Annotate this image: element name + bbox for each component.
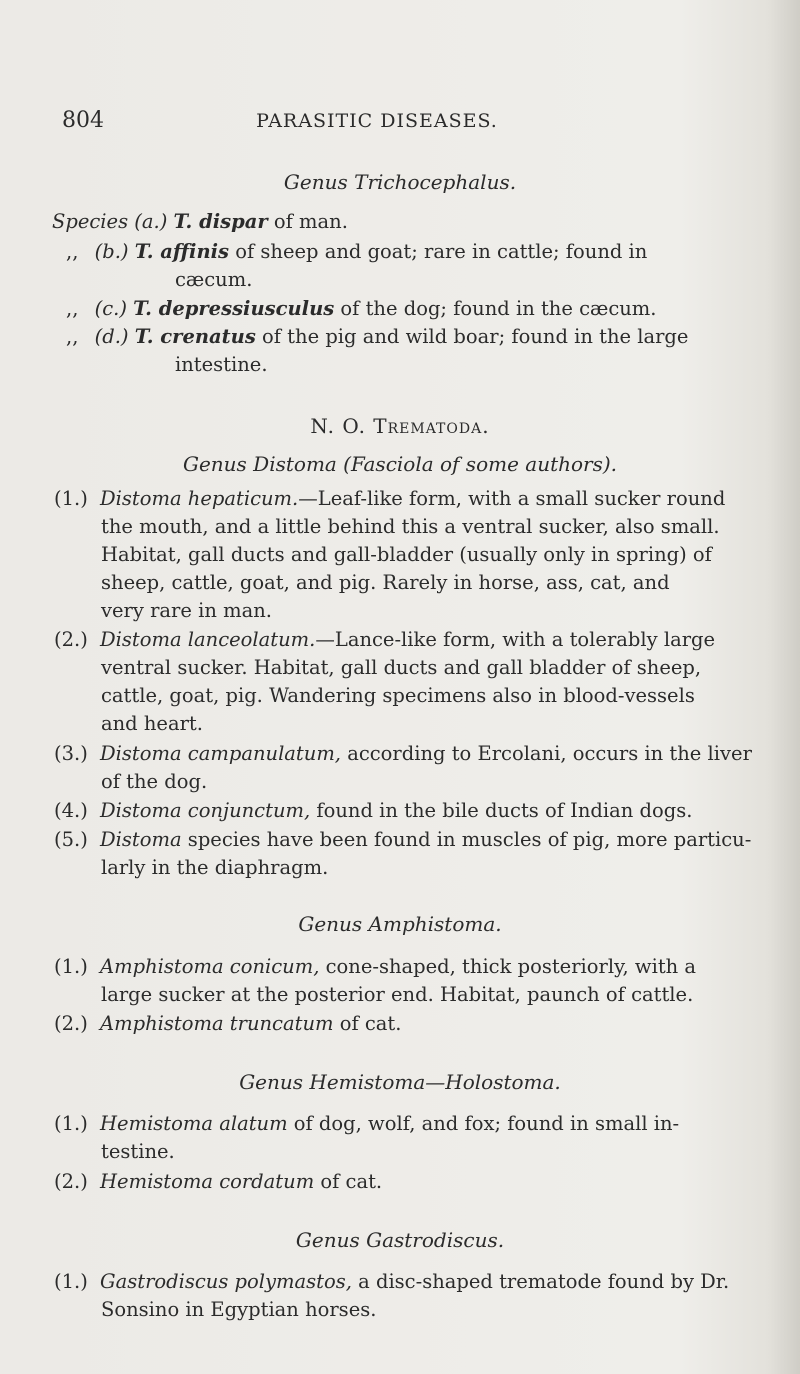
amphistoma-entry-2: (2.) Amphistoma truncatum of cat.	[54, 1012, 402, 1035]
order-heading: N. O. Trematoda.	[310, 414, 490, 438]
species-name: T. affinis	[134, 240, 230, 263]
species-b: ,, (b.) T. affinis of sheep and goat; rare in cattle; found in	[66, 240, 648, 263]
running-head: PARASITIC DISEASES.	[256, 110, 498, 132]
book-page: 804 PARASITIC DISEASES. Genus Trichocephalus. Species (a.) T. dispar of man. ,, (b.) T. affinis of sheep and goat; rare in cattle; found in cæcum. ,, (c.) T. depressiusculus of the dog; found in the cæcum. ,, (d.) T. crenatus of the pig and wild boar; found in the large intestine. N. O. Trematoda. Genus Distoma (Fasciola of some authors). (1.) Distoma hepaticum.—Leaf-like form, with a small sucker round the mouth, and a little behind this a ventral sucker, also small. Habitat, gall ducts and gall-bladder (usually only in spring) of sheep, cattle, goat, and pig. Rarely in horse, ass, cat, and very rare in man. (2.) Distoma lanceolatum.—Lance-like form, with a tolerably large ventral sucker. Habitat, gall ducts and gall bladder of sheep, cattle, goat, pig. Wandering specimens also in blood-vessels and heart. (3.) Distoma campanulatum, according to Ercolani, occurs in the liver of the dog. (4.) Distoma conjunctum, found in the bile ducts of Indian dogs. (5.) Distoma species have been found in muscles of pig, more particu- larly in the diaphragm. Genus Amphistoma. (1.) Amphistoma conicum, cone-shaped, thick posteriorly, with a large sucker at the posterior end. Habitat, paunch of cattle. (2.) Amphistoma truncatum of cat. Genus Hemistoma—Holostoma. (1.) Hemistoma alatum of dog, wolf, and fox; found in small in- testine. (2.) Hemistoma cordatum of cat. Genus Gastrodiscus. (1.) Gastrodiscus polymastos, a disc-shaped trematode found by Dr. Sonsino in Egyptian horses.	[0, 0, 800, 1374]
heading-gastrodiscus: Genus Gastrodiscus.	[295, 1228, 505, 1252]
species-name: T. depressiusculus	[133, 297, 335, 320]
hemistoma-entry-2: (2.) Hemistoma cordatum of cat.	[54, 1170, 383, 1193]
species-d: ,, (d.) T. crenatus of the pig and wild boar; found in the large	[66, 325, 689, 348]
species-d-cont: intestine.	[175, 353, 268, 376]
heading-hemistoma: Genus Hemistoma—Holostoma.	[239, 1070, 561, 1094]
distoma-entry-3: (3.) Distoma campanulatum, according to Ercolani, occurs in the liver	[54, 742, 752, 765]
heading-amphistoma: Genus Amphistoma.	[298, 912, 502, 936]
species-name: T. crenatus	[134, 325, 256, 348]
ditto-mark: ,,	[66, 325, 79, 348]
distoma-entry-1: (1.) Distoma hepaticum.—Leaf-like form, with a small sucker round	[54, 487, 726, 510]
page-number: 804	[62, 108, 104, 133]
species-c: ,, (c.) T. depressiusculus of the dog; found in the cæcum.	[66, 297, 657, 320]
hemistoma-entry-1: (1.) Hemistoma alatum of dog, wolf, and fox; found in small in-	[54, 1112, 680, 1135]
distoma-entry-5: (5.) Distoma species have been found in muscles of pig, more particu-	[54, 828, 752, 851]
species-name: T. dispar	[173, 210, 268, 233]
heading-trichocephalus: Genus Trichocephalus.	[283, 170, 517, 194]
species-b-cont: cæcum.	[175, 268, 253, 291]
species-label: Species	[52, 210, 129, 233]
species-a: Species (a.) T. dispar of man.	[52, 210, 348, 233]
ditto-mark: ,,	[66, 240, 79, 263]
amphistoma-entry-1: (1.) Amphistoma conicum, cone-shaped, thick posteriorly, with a	[54, 955, 697, 978]
distoma-entry-2: (2.) Distoma lanceolatum.—Lance-like form, with a tolerably large	[54, 628, 716, 651]
page-header	[62, 108, 762, 138]
ditto-mark: ,,	[66, 297, 79, 320]
heading-distoma: Genus Distoma (Fasciola of some authors).	[182, 452, 618, 476]
gastrodiscus-entry-1: (1.) Gastrodiscus polymastos, a disc-shaped trematode found by Dr.	[54, 1270, 730, 1293]
distoma-entry-4: (4.) Distoma conjunctum, found in the bile ducts of Indian dogs.	[54, 799, 693, 822]
